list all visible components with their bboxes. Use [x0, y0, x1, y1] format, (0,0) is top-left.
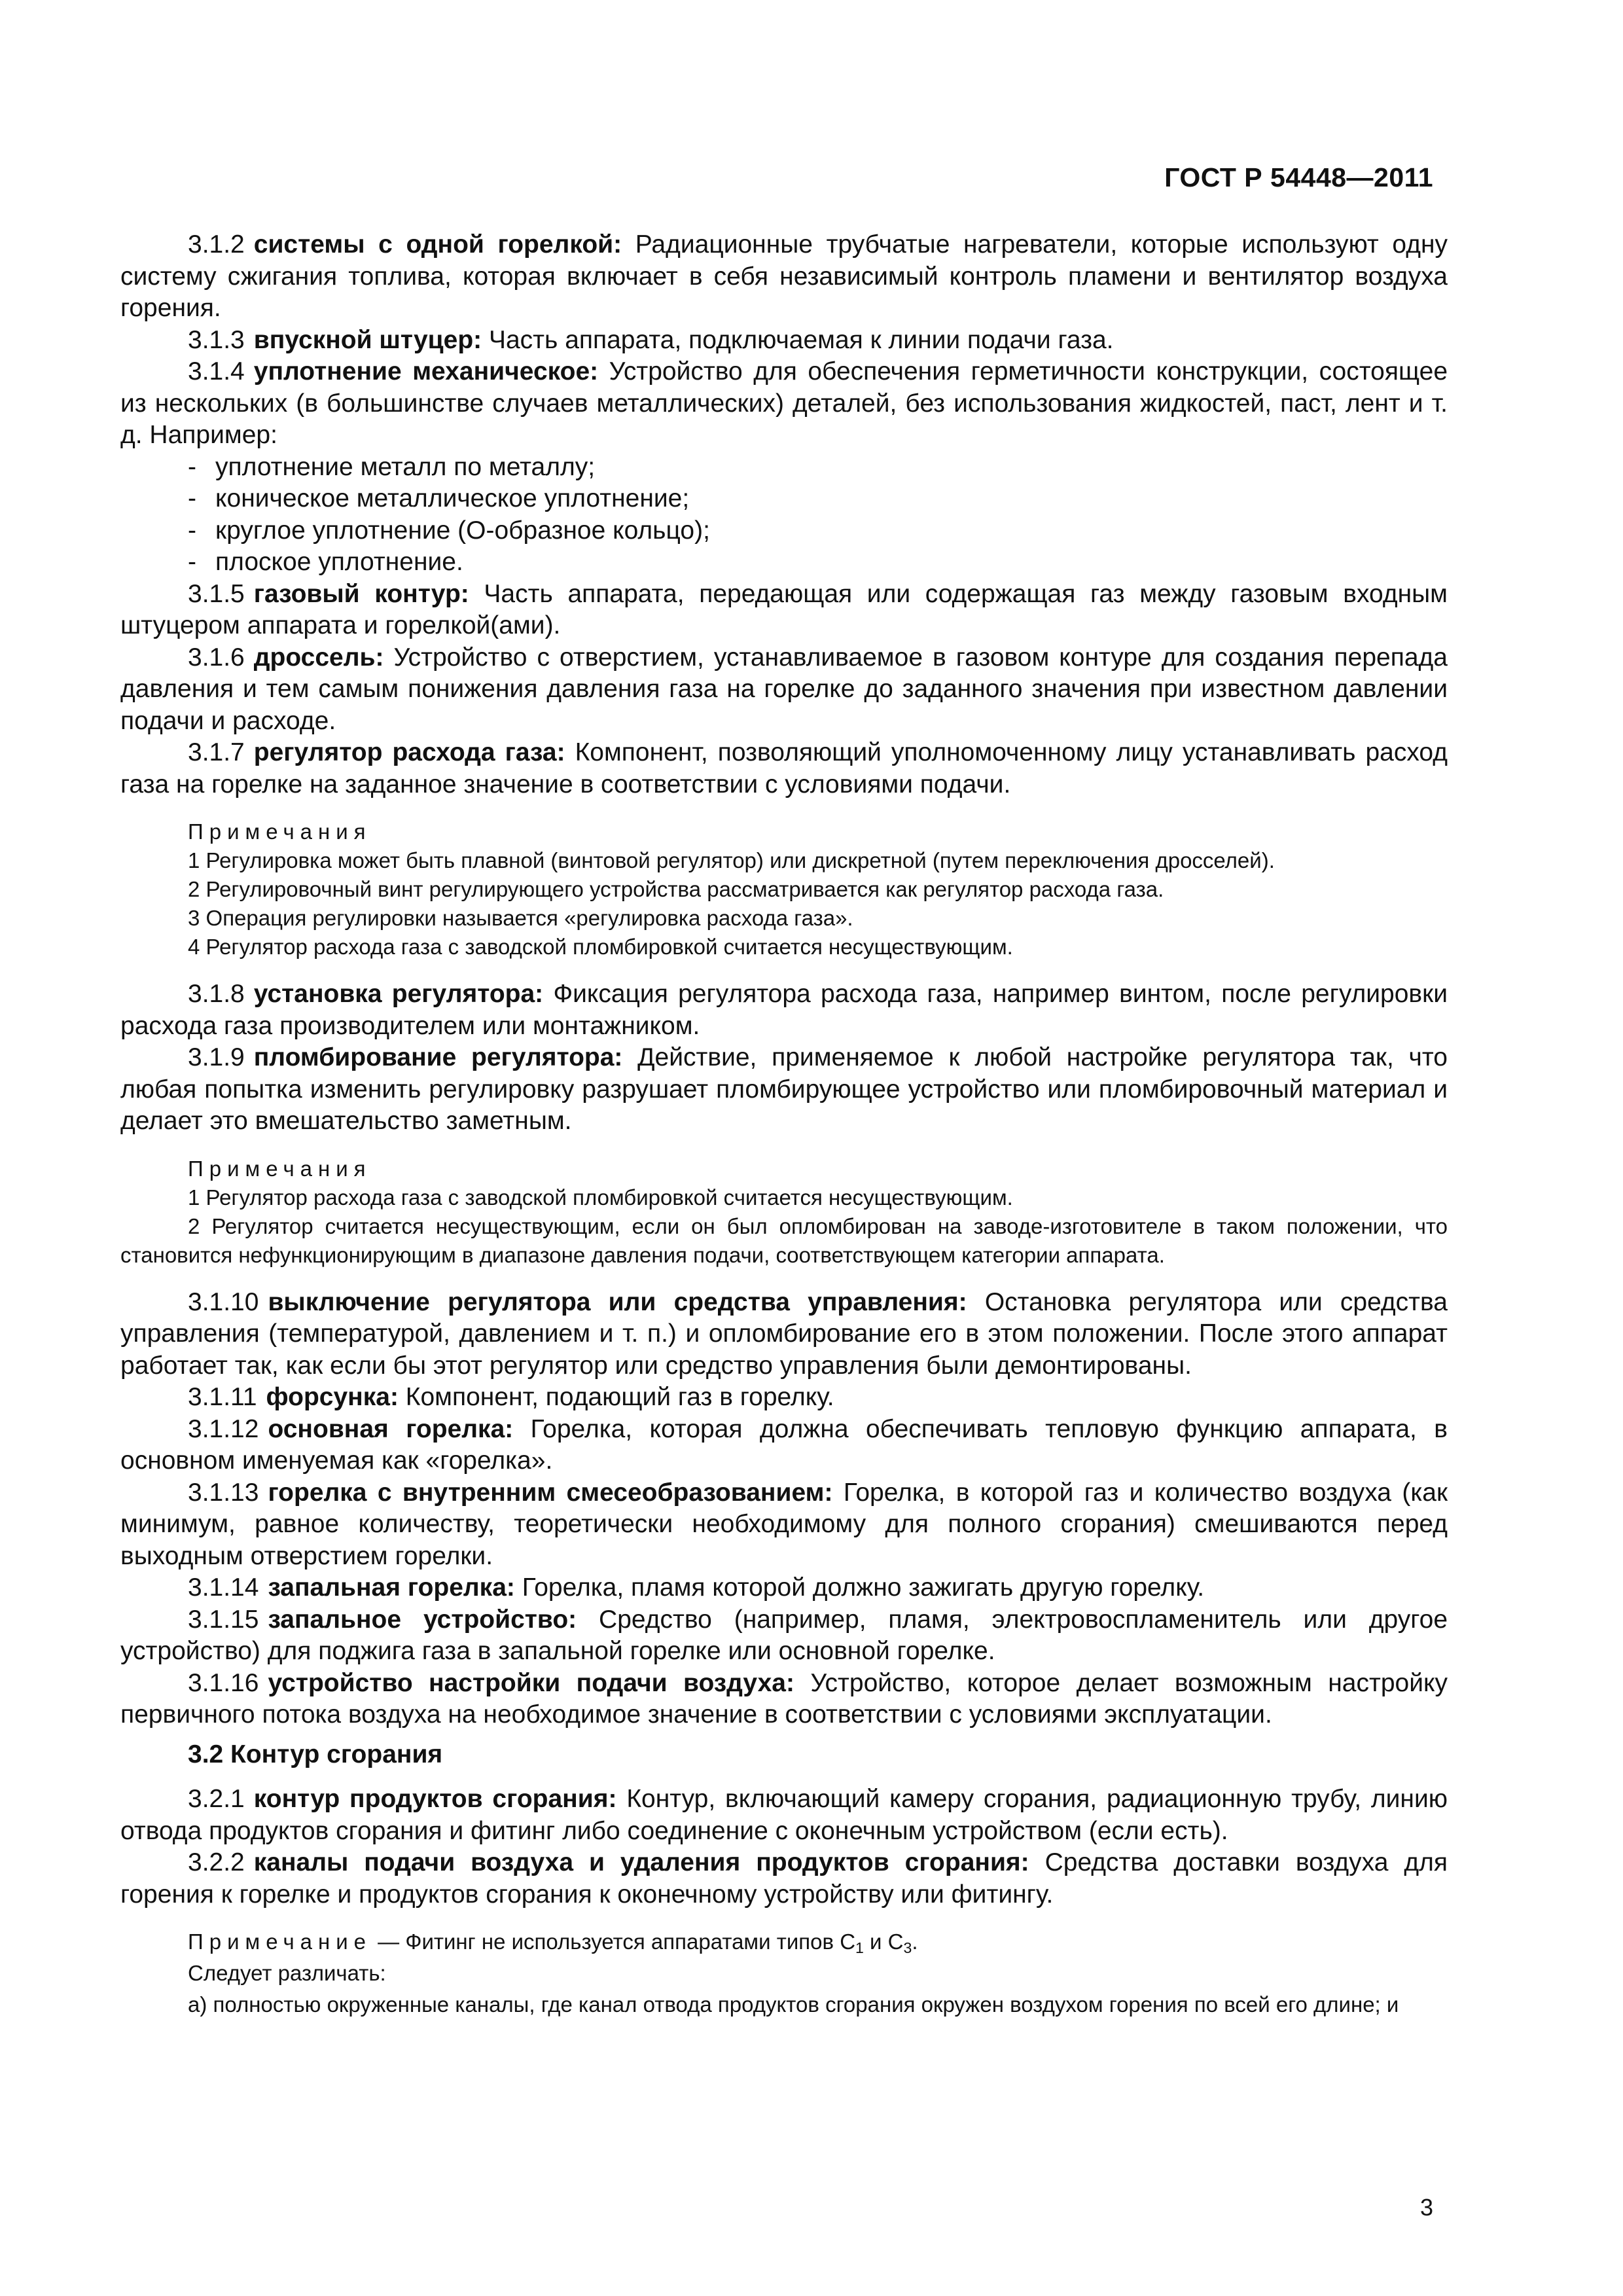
definition-paragraph — [120, 1042, 1448, 1138]
definitions-group-e — [120, 1784, 1448, 1910]
defined-term: пломбирование регулятора: — [253, 1043, 623, 1071]
notes-list-2 — [120, 1183, 1448, 1270]
note-item: 2 Регулировочный винт регулирующего устройства рассматривается как регулятор расхода газа. — [188, 877, 1164, 901]
defined-term: дроссель: — [253, 643, 384, 672]
defined-term: регулятор расхода газа: — [253, 738, 565, 766]
notes-block-1 — [120, 817, 1448, 961]
defined-term: уплотнение механическое: — [253, 357, 599, 386]
subscript: 1 — [855, 1939, 864, 1956]
definition-text: Часть аппарата, передающая или содержащая газ между газовым входным штуцером аппарата и горелкой(ами). — [120, 579, 1448, 639]
clause-number: 3.1.5 — [188, 579, 245, 608]
definition-paragraph — [120, 356, 1448, 452]
defined-term: каналы подачи воздуха и удаления продуктов сгорания: — [253, 1848, 1029, 1876]
clause-number: 3.1.2 — [188, 230, 245, 259]
defined-term: форсунка: — [266, 1383, 399, 1411]
definition-text: Компонент, позволяющий уполномоченному лицу устанавливать расход газа на горелке на заданное значение в соответствии с условиями подачи. — [120, 738, 1448, 798]
defined-term: газовый контур: — [253, 579, 469, 608]
defined-term: горелка с внутренним смесеобразованием: — [268, 1478, 833, 1507]
definition-text: Фиксация регулятора расхода газа, например винтом, после регулировки расхода газа производителем или монтажником. — [120, 980, 1448, 1040]
definition-text: Горелка, пламя которой должно зажигать другую горелку. — [514, 1573, 1205, 1602]
note-item: 1 Регулятор расхода газа с заводской пломбировкой считается несуществующим. — [188, 1185, 1013, 1210]
defined-term: запальное устройство: — [268, 1605, 577, 1634]
clause-number: 3.1.9 — [188, 1043, 245, 1071]
note-text: и С — [863, 1929, 904, 1954]
clause-number: 3.2.2 — [188, 1848, 245, 1876]
clause-number: 3.1.14 — [188, 1573, 259, 1602]
clause-number: 3.1.4 — [188, 357, 245, 386]
clause-number: 3.1.10 — [188, 1287, 259, 1316]
list-item-text: коническое металлическое уплотнение; — [215, 484, 690, 512]
definition-paragraph — [120, 1287, 1448, 1382]
definitions-group-b — [120, 579, 1448, 801]
definition-text: Контур, включающий камеру сгорания, радиационную трубу, линию отвода продуктов сгорания и фитинг либо соединение с оконечным устройством (если есть). — [120, 1785, 1448, 1845]
list-item-text: круглое уплотнение (О-образное кольцо); — [215, 516, 710, 545]
clause-number: 3.1.3 — [188, 325, 245, 354]
definition-paragraph — [120, 1784, 1448, 1847]
definition-paragraph — [120, 1382, 1448, 1414]
definition-text: Горелка, в которой газ и количество воздуха (как минимум, равное количеству, теоретически необходимому для полного сгорания) смешиваются перед выходным отверстием горелки. — [120, 1478, 1448, 1570]
list-item — [120, 452, 1448, 484]
note-item: 2 Регулятор считается несуществующим, если он был опломбирован на заводе-изготовителе в таком положении, что становится нефункционирующим в диапазоне давления подачи, соответствующем категории аппарата. — [120, 1213, 1448, 1267]
definition-paragraph — [120, 1572, 1448, 1604]
dash-marker: - — [188, 516, 196, 545]
note-item: 4 Регулятор расхода газа с заводской пломбировкой считается несуществующим. — [188, 935, 1013, 959]
list-item-text: уплотнение металл по металлу; — [215, 452, 596, 481]
seal-types-list — [120, 452, 1448, 579]
definition-paragraph — [120, 1847, 1448, 1910]
dash-marker: - — [188, 484, 196, 512]
definition-text: Остановка регулятора или средства управления (температурой, давлением и т. п.) и опломбирование его в этом положении. После этого аппарат работает так, как если бы этот регулятор или средство управления были демонтированы. — [120, 1287, 1448, 1380]
definition-text: Горелка, которая должна обеспечивать тепловую функцию аппарата, в основном именуемая как «горелка». — [120, 1414, 1448, 1475]
defined-term: впускной штуцер: — [253, 325, 482, 354]
definition-paragraph — [120, 737, 1448, 800]
document-body — [120, 229, 1448, 2020]
defined-term: запальная горелка: — [268, 1573, 515, 1602]
definition-paragraph — [120, 1668, 1448, 1731]
definitions-group-c — [120, 978, 1448, 1138]
follow-text: Следует различать: — [188, 1961, 386, 1985]
page-number: 3 — [1419, 2194, 1433, 2221]
clause-number: 3.1.7 — [188, 738, 245, 766]
list-item-text: плоское уплотнение. — [215, 548, 463, 576]
subscript: 3 — [903, 1939, 912, 1956]
clause-number: 3.1.6 — [188, 643, 245, 672]
dash-marker: - — [188, 452, 196, 481]
clause-number: 3.2.1 — [188, 1785, 245, 1813]
definition-text: Компонент, подающий газ в горелку. — [398, 1383, 834, 1411]
list-item — [120, 483, 1448, 515]
note-text: — Фитинг не используется аппаратами типов С — [372, 1929, 856, 1954]
definitions-group-a — [120, 229, 1448, 452]
definition-text: Устройство, которое делает возможным настройку первичного потока воздуха на необходимое значение в соответствии с условиями эксплуатации. — [120, 1668, 1448, 1729]
definition-text: Средства доставки воздуха для горения к горелке и продуктов сгорания к оконечному устройству или фитингу. — [120, 1848, 1448, 1909]
definition-paragraph — [120, 229, 1448, 325]
notes-title: Примечания — [188, 819, 372, 844]
defined-term: устройство настройки подачи воздуха: — [268, 1668, 794, 1697]
definition-paragraph — [120, 579, 1448, 642]
note-item: 1 Регулировка может быть плавной (винтовой регулятор) или дискретной (путем переключения дросселей). — [188, 848, 1275, 872]
definition-paragraph — [120, 1477, 1448, 1573]
definition-text: Устройство с отверстием, устанавливаемое в газовом контуре для создания перепада давления и тем самым понижения давления газа на горелке до заданного значения при известном давлении подачи и расходе. — [120, 643, 1448, 735]
note-item: 3 Операция регулировки называется «регулировка расхода газа». — [188, 906, 853, 930]
note-label: Примечание — [188, 1929, 372, 1954]
note-fitting — [120, 1926, 1448, 1958]
notes-block-2 — [120, 1155, 1448, 1270]
definition-text: Устройство для обеспечения герметичности конструкции, состоящее из нескольких (в большинстве случаев металлических) деталей, без использования жидкостей, паст, лент и т. д. Например: — [120, 357, 1448, 449]
definition-paragraph — [120, 325, 1448, 357]
notes-list-1 — [120, 846, 1448, 961]
list-item — [120, 515, 1448, 547]
clause-number: 3.1.13 — [188, 1478, 259, 1507]
clause-number: 3.1.16 — [188, 1668, 259, 1697]
list-item — [120, 547, 1448, 579]
clause-number: 3.1.15 — [188, 1605, 259, 1634]
definition-paragraph — [120, 642, 1448, 738]
definition-paragraph — [120, 1604, 1448, 1668]
definition-paragraph — [120, 978, 1448, 1042]
defined-term: основная горелка: — [268, 1414, 514, 1443]
defined-term: контур продуктов сгорания: — [253, 1785, 617, 1813]
section-heading: 3.2 Контур сгорания — [188, 1740, 443, 1768]
clause-number: 3.1.8 — [188, 980, 245, 1008]
definition-text: Средство (например, пламя, электровоспламенитель или другое устройство) для поджига газа в запальной горелке или основной горелке. — [120, 1605, 1448, 1665]
defined-term: установка регулятора: — [253, 980, 544, 1008]
definition-paragraph — [120, 1414, 1448, 1477]
defined-term: выключение регулятора или средства управления: — [268, 1287, 967, 1316]
definition-text: Часть аппарата, подключаемая к линии подачи газа. — [482, 325, 1114, 354]
definitions-group-d — [120, 1287, 1448, 1731]
follow-item-a: а) полностью окруженные каналы, где канал отвода продуктов сгорания окружен воздухом горения по всей его длине; и — [188, 1992, 1399, 2017]
definition-text: Действие, применяемое к любой настройке регулятора так, что любая попытка изменить регулировку разрушает пломбирующее устройство или пломбировочный материал и делает это вмешательство заметным. — [120, 1043, 1448, 1135]
definition-text: Радиационные трубчатые нагреватели, которые используют одну систему сжигания топлива, которая включает в себя независимый контроль пламени и вентилятор воздуха горения. — [120, 230, 1448, 322]
notes-title: Примечания — [188, 1156, 372, 1181]
clause-number: 3.1.12 — [188, 1414, 259, 1443]
clause-number: 3.1.11 — [188, 1383, 257, 1411]
standard-code-header: ГОСТ Р 54448—2011 — [1164, 162, 1433, 192]
dash-marker: - — [188, 548, 196, 576]
defined-term: системы с одной горелкой: — [253, 230, 622, 259]
note-text: . — [912, 1929, 918, 1954]
